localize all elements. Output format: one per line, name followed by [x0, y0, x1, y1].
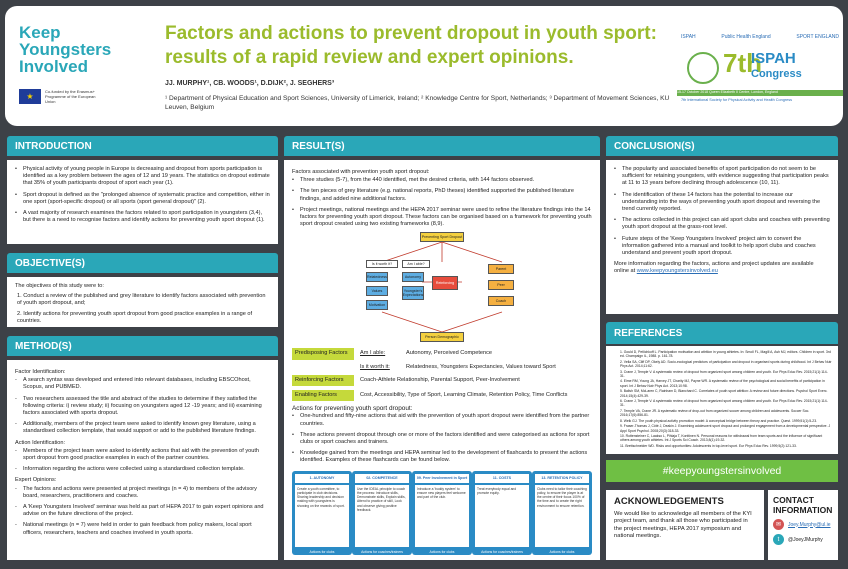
factor-identification-title: Factor Identification:	[15, 369, 66, 375]
list-item: • The ten pieces of grey literature (e.g. national reports, PhD theses) identified supported the published literature findings, and added nine additional factors.	[292, 188, 592, 202]
objective-item: 1. Conduct a review of the published and grey literature to identify factors associated with prevention of youth sport dropout, and;	[17, 293, 266, 307]
eu-funding	[19, 89, 139, 104]
eu-flag-icon: ★	[19, 89, 41, 104]
diagram-box: Am I able?	[402, 260, 430, 268]
flashcard-body: Create a youth committee, to participate in club decisions. Sharing leadership and decision making with youngsters is showing on the rewards of sport.	[295, 485, 349, 547]
email-link[interactable]: Joey.Murphy@ul.ie	[788, 521, 831, 528]
reference-item: 4. Eime RM, Young JA, Harvey JT, Charity MJ, Payne WR. A systematic review of the psychological and social benefits of participation in sport. Int J Behav Nutr Phys Act. 2013;10:98.	[620, 379, 825, 388]
ispah-logo	[677, 34, 843, 120]
methods-heading: METHOD(S)	[7, 336, 278, 356]
arrow-line	[442, 242, 502, 262]
objectives-heading: OBJECTIVE(S)	[7, 253, 278, 273]
list-item: • One-hundred and fifty-nine actions that aid with the prevention of youth sport dropout were identified from the partner countries.	[292, 413, 592, 427]
twitter-icon: t	[773, 534, 784, 545]
reference-item: 5. Balish SM, McLaren C, Rainham D, Blanchard C. Correlates of youth sport attrition: A review and future directions. Psychol Sport Exerc. 2014;15(4):429-39.	[620, 389, 828, 398]
mail-icon: ✉	[773, 519, 784, 530]
acknowledgements-text: We would like to acknowledge all members of the KYI project team, and thank all those who participated in the project meetings, HEPA 2017 symposium and national meetings.	[614, 511, 752, 540]
more-info	[614, 261, 830, 275]
diagram-box: Youngster's Expectations	[402, 286, 424, 300]
factor-tag: Predisposing Factors	[292, 348, 354, 359]
flashcard	[292, 471, 352, 555]
list-item: - Information regarding the actions were collected using a standardised collection template.	[15, 466, 270, 473]
factor-tag: Enabling Factors	[292, 390, 354, 401]
congress-subtitle: 7th International Society for Physical Activity and Health Congress	[681, 98, 793, 102]
flashcard	[412, 471, 472, 555]
introduction-heading: INTRODUCTION	[7, 136, 278, 156]
poster-title: Factors and actions to prevent dropout in youth sport: results of a rapid review and expert opinions.	[165, 23, 657, 68]
factor-text: Coach-Athlete Relationship, Parental Support, Peer-Involvement	[360, 376, 520, 383]
congress-number: 7th	[723, 48, 762, 78]
expert-opinions-title: Expert Opinions:	[15, 477, 57, 484]
list-item: - National meetings (n = 7) were held in order to gain feedback from policy makers, local sport officers, researchers, teachers and coaches involved in youth sports.	[15, 522, 270, 536]
contact-heading: CONTACT INFORMATION	[773, 495, 833, 515]
list-item: - Additionally, members of the project team were asked to identify known grey literature, using a standardised collection template, that would support or add to the published literature findings.	[15, 421, 270, 435]
twitter-row	[773, 534, 833, 545]
flashcard-title: 09. Peer Involvement in Sport	[415, 474, 469, 483]
acknowledgements-heading: ACKNOWLEDGEMENTS	[614, 496, 724, 507]
factor-row	[292, 364, 592, 371]
diagram-box: Coach	[488, 296, 514, 306]
twitter-handle[interactable]: @JoeyJMurphy	[788, 536, 823, 543]
list-item: - Two researchers assessed the title and abstract of the studies to determine if they satisfied the following criteria: i) review study; ii) focusing on youngsters aged 12 -19 years; and iii) examining factors associated with sports dropout.	[15, 396, 270, 418]
diagram-box: Parent	[488, 264, 514, 274]
list-item: • The popularity and associated benefits of sport participation do not seem to be sufficient for retaining youngsters, with evidence suggesting that participation peaks at 11 to 13 years before declining through adolescence (10, 11).	[614, 166, 830, 188]
conclusion-body	[606, 160, 838, 314]
results-heading: RESULT(S)	[284, 136, 600, 156]
globe-icon	[687, 52, 719, 84]
authors: JJ. MURPHY¹, CB. WOODS¹, D.DIJK², J. SEGHERS³	[165, 80, 335, 87]
flashcard-footer: Actions for clubs	[429, 549, 455, 554]
list-item: - A 'Keep Youngsters Involved' seminar was held as part of HEPA 2017 to gain expert opinions and advise on the future directions of the project.	[15, 504, 270, 518]
flashcard-body: Introduce a 'buddy system' to ensure new players feel welcome and part of the club.	[415, 485, 469, 547]
diagram-box: Autonomy	[402, 272, 424, 282]
list-item: • Knowledge gained from the meetings and HEPA seminar led to the development of flashcards to present the actions identified. Examples of these flashcards can be found below.	[292, 450, 592, 464]
phe-logo: Public Health England	[721, 34, 771, 40]
list-item: - A search syntax was developed and entered into relevant databases, including EBSCOhost, Scopus, and PUBMED.	[15, 377, 270, 391]
flashcard	[352, 471, 412, 555]
reference-item: 10. Rottensteiner C, Laakso L, Pihlaja T, Konttinen N. Personal reasons for withdrawal from team sports and the influence of significant others among youth athletes. Int J Sports Sci Coach. 2013;8(1):19-32.	[620, 433, 823, 443]
diagram-box: Peer	[488, 280, 514, 290]
project-website-link[interactable]: www.keepyoungstersinvolved.eu	[636, 268, 718, 275]
flashcard-body: Clubs need to tailor their coaching policy, to ensure the player is at the centre of their focus 100% of the time and to create the right environment to ensure retention.	[535, 485, 589, 547]
results-factors-title: Factors associated with prevention youth sport dropout:	[292, 169, 430, 175]
arrow-line	[382, 312, 442, 332]
results-body	[284, 160, 600, 560]
list-item: - The factors and actions were presented at project meetings (n = 4) to members of the advisory board, researchers, practitioners and coaches.	[15, 486, 270, 500]
flashcard	[532, 471, 592, 555]
logo-line-3: Involved	[19, 57, 88, 76]
diagram-box: Is it worth it?	[366, 260, 398, 268]
list-item: • Sport dropout is defined as the "prolonged absence of systematic practice and competition, either in one sport (sport-specific dropout) or all sports (sport general dropout)" (2).	[15, 192, 270, 206]
factor-text: Cost, Accessibility, Type of Sport, Learning Climate, Retention Policy, Time Conflicts	[360, 392, 568, 399]
more-info-text: More information regarding the factors, actions and project updates are available online at	[614, 261, 814, 275]
list-item: • Physical activity of young people in Europe is decreasing and dropout from sports participation is identified as a key problem between the ages of 12 and 19 years. The statistics on dropout estimate that 35% of youth participants dropout of sport each year (1).	[15, 166, 270, 188]
list-item: • These actions prevent dropout through one or more of the factors identified and were categorised as actions for sport clubs or sport coaches and trainers.	[292, 432, 592, 446]
factor-text: Relatedness, Youngsters Expectancies, Values toward Sport	[406, 363, 556, 370]
flashcard-footer: Actions for coaches/trainers	[361, 549, 403, 554]
methods-body	[7, 360, 278, 560]
list-item: • The identification of these 14 factors has the potential to increase our understanding into the ways of preventing youth sport dropout and reversing the trend currently reported.	[614, 192, 830, 214]
arrow-line	[442, 312, 502, 332]
references-heading: REFERENCES	[606, 322, 838, 344]
factor-col: Am I able:	[360, 350, 386, 357]
reference-item: 6. Crane J, Temple V. A systematic review of dropout from organized sport among children and youth. Eur Phys Educ Rev. 2015;21(1):114-31.	[620, 399, 828, 408]
factor-row	[292, 375, 592, 386]
flashcard	[472, 471, 532, 555]
logo-line-1: Keep	[19, 23, 61, 42]
ispah-small-logo: ISPAH	[681, 34, 696, 40]
conclusion-heading: CONCLUSION(S)	[606, 136, 838, 156]
affiliations: ¹ Department of Physical Education and Sport Sciences, University of Limerick, Ireland; ² Knowledge Centre for Sport, Netherlands; ³ Department of Movement Sciences, KU Leuven, Belgium	[165, 95, 670, 111]
list-item: • Three studies (5-7), from the 440 identified, met the desired criteria, with 144 factors observed.	[292, 177, 592, 184]
flashcards	[292, 471, 592, 555]
congress-name: ISPAH	[751, 50, 796, 67]
hashtag-banner: #keepyoungstersinvolved	[606, 460, 838, 482]
objective-item: 2. Identify actions for preventing youth sport dropout from good practice examples in a range of countries.	[17, 310, 253, 324]
list-item: - Members of the project team were asked to identify actions that aid with the prevention of youth sport dropout from good practice examples in each of the partner countries.	[15, 448, 270, 462]
references-body	[606, 346, 838, 454]
flashcard-title: 02. COMPETENCE	[355, 474, 409, 483]
contact-box	[768, 490, 838, 560]
factor-tag: Reinforcing Factors	[292, 375, 354, 386]
action-identification-title: Action Identification:	[15, 439, 66, 446]
flashcard-body: Treat everybody equal and promote equity.	[475, 485, 529, 547]
reference-item: 3. Crane J, Temple V. A systematic review of dropout from organized sport among children and youth. Eur Phys Educ Rev. 2015;21(1):114-31.	[620, 369, 828, 379]
flashcard-footer: Actions for clubs	[549, 549, 575, 554]
diagram-box-bottom: Person Demographic	[420, 332, 464, 342]
flashcard-title: 11. COSTS	[475, 474, 529, 483]
flashcard-body: Use the IDEAL principle to coach the process: Introduce skills, Demonstrate skills, Explain skills, Attend to practice of skill, Look and observe giving positive feedback.	[355, 485, 409, 547]
congress-dates: 15-17 October 2018 Queen Elizabeth II Centre, London, England	[677, 90, 843, 96]
diagram-box: Values	[366, 286, 388, 296]
reference-item: 1. Gould D, Petlichkoff L. Participation motivation and attrition in young athletes. In: Smoll FL, Magill A, Ash MJ, editors. Children in sport. 3rd ed. Champaign IL, 1988. p. 161-78.	[620, 350, 831, 359]
flashcard-title: 1. AUTONOMY	[295, 474, 349, 483]
flashcard-title: 13. RETENTION POLICY	[535, 474, 589, 483]
acknowledgements-box	[606, 490, 764, 560]
flashcard-footer: Actions for coaches/trainers	[481, 549, 523, 554]
email-row	[773, 519, 833, 530]
flashcard-footer: Actions for clubs	[309, 549, 335, 554]
list-item: • Project meetings, national meetings and the HEPA 2017 seminar were used to refine the literature findings into the 14 factors for preventing youth sport dropout. These factors can be organised based on a framework for preventing youth sport dropout created using two existing frameworks (8,9).	[292, 207, 592, 229]
list-item: • A vast majority of research examines the factors related to sport participation in youngsters (3,4), but there is a need to recognise factors and identify actions for preventing youth sport dropout (1).	[15, 210, 270, 224]
logo-line-2: Youngsters	[19, 40, 112, 59]
diagram-box: Motivation	[366, 300, 388, 310]
factor-col: Is it worth it:	[360, 363, 390, 370]
results-actions-title: Actions for preventing youth sport dropout:	[292, 405, 413, 413]
reference-item: 2. Vella SA, Cliff DP, Okely AD. Socio-ecological predictors of participation and dropout in organised sports during childhood. Int J Behav Nutr Phys Act. 2014;11:62.	[620, 359, 832, 369]
arrow-line	[382, 242, 442, 262]
factor-row	[292, 390, 592, 401]
objectives-body	[7, 277, 278, 327]
eu-text: Co-funded by the Erasmus+ Programme of the European Union	[45, 89, 96, 104]
diagram-box-center: Reinforcing	[432, 276, 458, 290]
factor-text: Autonomy, Perceived Competence	[406, 350, 493, 357]
factor-row	[292, 348, 592, 359]
diagram-box-top: Preventing Sport Dropout	[420, 232, 464, 242]
congress-word: Congress	[751, 68, 802, 80]
list-item: • Future steps of the 'Keep Youngsters Involved' project aim to convert the information gathered into a manual and toolkit to help sport clubs and coaches understand and prevent youth sport dropout.	[614, 236, 830, 258]
reference-item: 9. Fraser-Thomas J, Côté J, Deakin J. Examining adolescent sport dropout and prolonged engagement from a developmental perspective. J Appl Sport Psychol. 2008;20(3):318-33.	[620, 424, 831, 433]
factor-table	[292, 348, 592, 401]
diagram-box: Relatedness	[366, 272, 388, 282]
sponsor-row	[677, 34, 843, 40]
framework-diagram	[362, 232, 522, 344]
kyi-logo	[19, 24, 139, 104]
sport-england-logo: SPORT ENGLAND	[796, 34, 839, 40]
list-item: • The actions collected in this project can aid sport clubs and coaches with preventing youth sport dropout at the grass-root level.	[614, 217, 830, 231]
poster-header	[5, 6, 843, 126]
reference-item: 8. Welk GJ. The youth physical activity promotion model: A conceptual bridge between theory and practice. Quest. 1999;51(1):5-23.	[620, 418, 818, 423]
introduction-body	[7, 160, 278, 244]
reference-item: 11. Brettschneider WD. Risks and opportunities: Adolescents in top-level sport. Eur Phys Educ Rev. 1999;5(2):121-33.	[620, 443, 797, 448]
reference-item: 7. Temple VA, Crane JR. A systematic review of drop-out from organized soccer among children and adolescents. Soccer Soc. 2016;17(6):856-81.	[620, 408, 810, 418]
objectives-intro: The objectives of this study were to:	[15, 283, 104, 289]
